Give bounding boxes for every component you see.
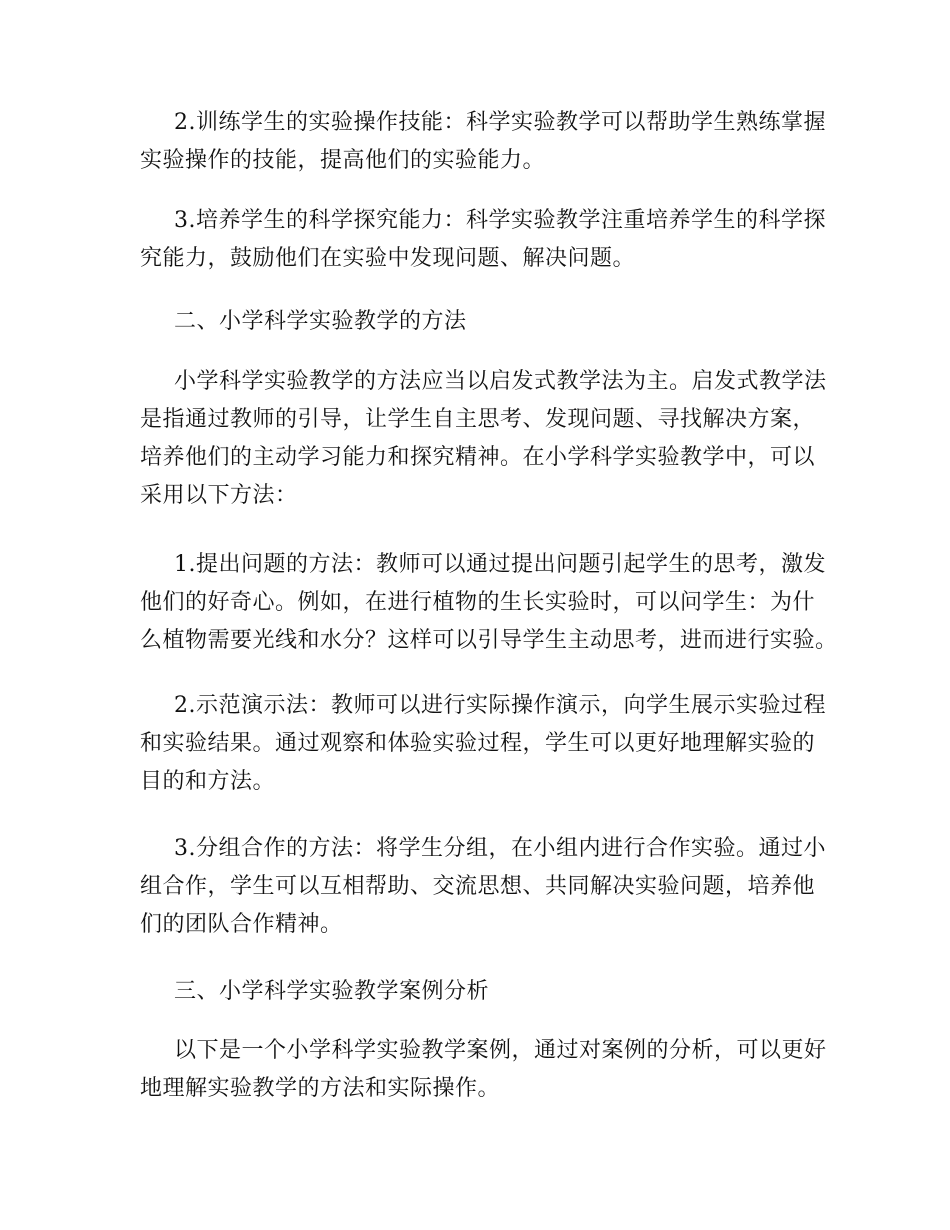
text-line: 3.分组合作的方法：将学生分组，在小组内进行合作实验。通过小 — [174, 836, 826, 861]
text-line: 地理解实验教学的方法和实际操作。 — [140, 1076, 501, 1101]
paragraph-item-2-skills — [140, 104, 830, 180]
text-line: 他们的好奇心。例如，在进行植物的生长实验时，可以问学生：为什 — [140, 590, 816, 615]
text-line: 是指通过教师的引导，让学生自主思考、发现问题、寻找解决方案， — [140, 407, 816, 432]
text-line: 3.培养学生的科学探究能力：科学实验教学注重培养学生的科学探 — [174, 208, 826, 233]
text-line: 培养他们的主动学习能力和探究精神。在小学科学实验教学中，可以 — [140, 445, 816, 470]
text-line: 们的团队合作精神。 — [140, 912, 343, 937]
paragraph-methods-intro — [140, 363, 830, 515]
text-line: 究能力，鼓励他们在实验中发现问题、解决问题。 — [140, 246, 636, 271]
section-heading-2 — [140, 303, 830, 341]
text-line: 目的和方法。 — [140, 769, 276, 794]
paragraph-method-2 — [140, 687, 830, 801]
text-line: 组合作，学生可以互相帮助、交流思想、共同解决实验问题，培养他 — [140, 874, 816, 899]
text-line: 2.训练学生的实验操作技能：科学实验教学可以帮助学生熟练掌握 — [174, 110, 826, 135]
paragraph-method-1 — [140, 546, 838, 660]
text-line: 1.提出问题的方法：教师可以通过提出问题引起学生的思考，激发 — [174, 552, 826, 577]
section-heading-3 — [140, 973, 830, 1011]
text-line: 以下是一个小学科学实验教学案例，通过对案例的分析，可以更好 — [174, 1038, 827, 1063]
section-heading: 三、小学科学实验教学案例分析 — [174, 979, 490, 1004]
paragraph-item-3-inquiry — [140, 202, 830, 278]
paragraph-method-3 — [140, 830, 830, 944]
text-line: 采用以下方法： — [140, 483, 298, 508]
paragraph-case-intro — [140, 1032, 830, 1108]
text-line: 么植物需要光线和水分？这样可以引导学生主动思考，进而进行实验。 — [140, 628, 838, 653]
text-line: 和实验结果。通过观察和体验实验过程，学生可以更好地理解实验的 — [140, 731, 816, 756]
section-heading: 二、小学科学实验教学的方法 — [174, 309, 467, 334]
text-line: 小学科学实验教学的方法应当以启发式教学法为主。启发式教学法 — [174, 369, 827, 394]
text-line: 实验操作的技能，提高他们的实验能力。 — [140, 148, 546, 173]
text-line: 2.示范演示法：教师可以进行实际操作演示，向学生展示实验过程 — [174, 693, 826, 718]
